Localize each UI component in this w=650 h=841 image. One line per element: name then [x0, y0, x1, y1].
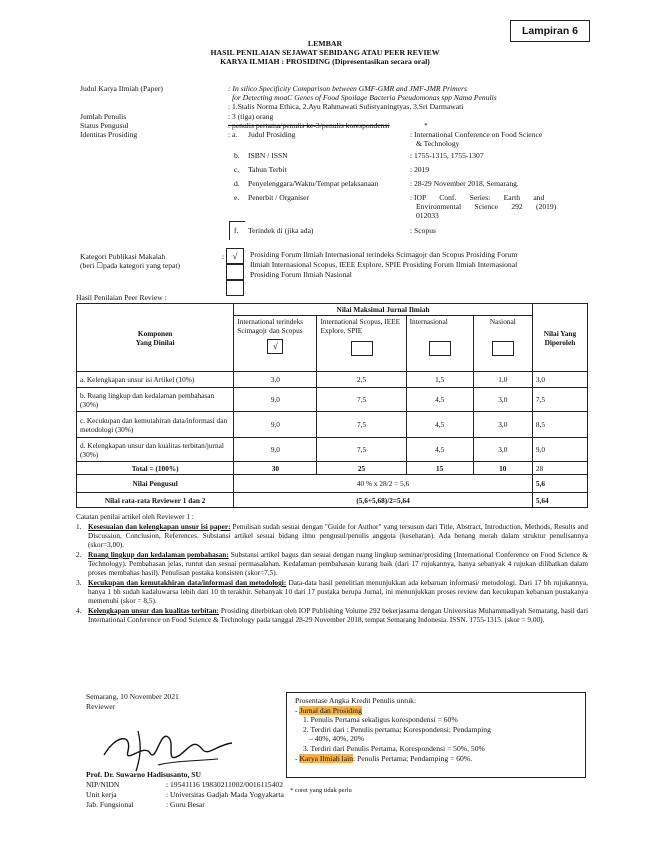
item-e-letter: e.	[234, 193, 240, 202]
kredit-line-6: - Karya Ilmiah lain: Penulis Pertama; Pendamping = 60%.	[295, 753, 473, 763]
rata-value: (5,6+5,68)/2=5,64	[234, 493, 533, 508]
hasil-label: Hasil Penilaian Peer Review :	[76, 293, 167, 302]
cell: 9,0	[234, 412, 317, 438]
reviewer-name: Prof. Dr. Suwarno Hadisusanto, SU	[86, 770, 201, 779]
item-e-value-2: Environmental Science 292 (2019)	[416, 202, 557, 211]
kategori-opt1-line1: Prosiding Forum Ilmiah Internasional terindeks Scimagojr dan Scopus Prosiding Forum	[250, 250, 518, 259]
item-d-value: : 28-29 November 2018, Semarang.	[410, 179, 519, 188]
pengusul-row	[77, 475, 588, 493]
rata-score: 5,64	[532, 493, 587, 508]
score-cell: 28	[532, 462, 587, 475]
jumlah-label: Jumlah Penulis	[80, 112, 127, 121]
header-title: LEMBAR	[307, 39, 343, 48]
item-f-label: Terindek di (jika ada)	[248, 226, 314, 235]
cell: 3,0	[234, 372, 317, 388]
table-row	[77, 372, 588, 388]
item-f-value: : Scopus	[410, 226, 436, 235]
cell: 4,5	[406, 388, 473, 412]
item-d-letter: d.	[234, 179, 240, 188]
judul-value-2: for Detecting moaC Genes of Food Spoilage Bacteria Pseudomonas spp Nama Penulis	[232, 93, 497, 102]
col-scopus-header: International Scopus, IEEE Explore, SPIE	[317, 316, 406, 372]
col-scimagojr-header: International terindeks Scimagojr dan Scopus √	[234, 316, 317, 372]
table-row	[77, 412, 588, 438]
item-b-label: ISBN / ISSN	[248, 151, 288, 160]
score-cell: 8,5	[532, 412, 587, 438]
reviewer-notes	[76, 512, 588, 625]
kredit-line-1: - Jurnal dan Prosiding	[295, 705, 362, 715]
cell: 30	[234, 462, 317, 475]
nilai-maks-header: Nilai Maksimal Jurnal Ilmiah	[234, 304, 533, 316]
item-a-label: Judul Prosiding	[248, 130, 296, 139]
cell: 3,0	[473, 388, 532, 412]
reviewer-role: Reviewer	[86, 702, 116, 711]
status-star: *	[424, 121, 428, 130]
cell: 9,0	[234, 438, 317, 462]
item-b-value: : 1755-1315, 1755-1307	[410, 151, 484, 160]
item-a-letter: : a.	[228, 130, 238, 139]
pengusul-label: Nilai Pengusul	[77, 475, 234, 493]
col1-checkbox[interactable]: √	[267, 339, 283, 354]
item-a-value: : International Conference on Food Science	[410, 130, 543, 139]
score-cell: 9,0	[532, 438, 587, 462]
judul-label: Judul Karya Ilmiah (Paper)	[80, 84, 163, 93]
kategori-opt3: Prosiding Forum Ilmiah Nasional	[250, 270, 352, 279]
row-label: d. Kelengkapan unsur dan kualitas terbitan/jurnal (30%)	[77, 438, 234, 462]
kategori-checkbox-3[interactable]	[226, 280, 244, 296]
review-table	[76, 303, 588, 508]
lampiran-label: Lampiran 6	[510, 20, 590, 42]
row-label: a. Kelengkapan unsur isi Artikel (10%)	[77, 372, 234, 388]
nip-value: : 19541116 19830211002/0016115402	[166, 780, 283, 789]
cell: 2,5	[317, 372, 406, 388]
cell: 7,5	[317, 412, 406, 438]
rata-row	[77, 493, 588, 508]
col4-checkbox[interactable]	[492, 341, 514, 356]
kredit-line-4: – 40%, 40%, 20%	[309, 734, 365, 744]
note-item: 2. Ruang lingkup dan kedalaman pembahasan: Substansi artikel bagus dan sesuai dengan ruang lingkup seminar/prosiding (International Conference on Food Science & Technology). Pembahasan jelas, runtut dan sesuai permasalahan. Kedalaman pembahasan kurang baik (dari 17 rujukannya, hanya sebanyak 4 rujukan dilibatkan dalam proses membahas hasil). Penulisan pustaka konsisten (skor=7,5).	[76, 550, 588, 577]
item-e-label: Penerbit / Organiser	[248, 193, 310, 202]
cell: 3,0	[473, 412, 532, 438]
nip-label: NIP/NIDN	[86, 780, 120, 789]
cell: 4,5	[406, 438, 473, 462]
item-f-bracket	[229, 221, 245, 240]
row-label: b. Ruang lingkup dan kedalaman pembahasan (30%)	[77, 388, 234, 412]
jab-label: Jab. Fungsional	[86, 800, 134, 809]
signature-image	[98, 725, 238, 775]
item-e-value-3: 012033	[416, 211, 439, 220]
jumlah-value: : 3 (tiga) orang	[228, 112, 274, 121]
kredit-title: Prosentase Angka Kredit Penulis untuk:	[295, 696, 417, 705]
table-row	[77, 388, 588, 412]
item-b-letter: b.	[234, 151, 240, 160]
score-cell: 7,5	[532, 388, 587, 412]
jab-value: : Guru Besar	[166, 800, 205, 809]
item-c-label: Tahun Terbit	[248, 165, 287, 174]
pengusul-score: 5,6	[532, 475, 587, 493]
note-item: 1. Kesesuaian dan kelengkapan unsur isi paper: Penulisan sudah sesuai dengan "Guide for Author" yang tersusun dari Title, Abstract, Introduction, Methods, Results and Discussion, Conclusion, References. Substansi artikel sesuai bidang ilmu pengusul/penulis anggota (kesehatan). Ada benang merah dalam struktur penulisannya (skor=3,00).	[76, 522, 588, 549]
item-c-letter: c.	[234, 165, 240, 174]
kategori-checkbox-2[interactable]	[226, 264, 244, 280]
footnote: * coret yang tidak perlu	[290, 787, 352, 794]
penulis-value: : 1.Stalis Norma Ethica, 2.Ayu Rahmawati Sulistyaningtyas, 3.Sri Darmawati	[228, 102, 464, 111]
status-label: Status Pengusul	[80, 121, 129, 130]
kredit-line-3: 2. Terdiri dari : Penulis pertama; Korespondensi; Pendamping	[303, 724, 491, 734]
notes-title: Catatan penilai artikel oleh Reviewer 1 :	[76, 512, 194, 521]
cell: 25	[317, 462, 406, 475]
kredit-line-5: 3. Terdiri dari Penulis Pertama, Korespondensi = 50%, 50%	[303, 743, 485, 753]
table-row	[77, 438, 588, 462]
note-item: 3. Kecukupan dan kemutakhiran data/informasi dan metodologi: Data-data hasil penelitian menunjukkan ada kebaruan informasi/ metodologi. Dari 17 bh rujukannya, hanya 1 bh sudah kadaluwarsa lebih dari 10 th terakhir. Sebanyak 10 dari 17 pustaka berupa Jurnal, ini menunjukkan proses review dan kecukupan kebaruan pustakanya memenuhi (skor = 8,5).	[76, 578, 588, 605]
kategori-opt1-line2: Ilmiah Internasional Scopus, IEEE Explore, SPIE Prosiding Forum Ilmiah Internasional	[250, 260, 518, 269]
kategori-label: Kategori Publikasi Makalah	[80, 252, 166, 261]
kredit-box	[286, 692, 586, 778]
item-f-letter: f.	[234, 226, 239, 235]
kategori-checkbox-1[interactable]: √	[226, 248, 244, 264]
place-date: Semarang, 10 November 2021	[86, 692, 179, 701]
cell: 9,0	[234, 388, 317, 412]
komponen-header: Komponen Yang Dinilai	[77, 304, 234, 372]
cell: 7,5	[317, 438, 406, 462]
cell: 1,5	[406, 372, 473, 388]
item-c-value: : 2019	[410, 165, 430, 174]
rata-label: Nilai rata-rata Reviewer 1 dan 2	[77, 493, 234, 508]
item-d-label: Penyelenggara/Waktu/Tempat pelaksanaan	[248, 179, 379, 188]
unit-label: Unit kerja	[86, 790, 117, 799]
cell: 3,0	[473, 438, 532, 462]
status-value: : penulis pertama/penulis ke-3/penulis korespondensi	[228, 121, 390, 130]
kategori-hint: (beri ☐pada kategori yang tepat)	[80, 261, 180, 270]
col2-checkbox[interactable]	[351, 341, 373, 356]
col-nasional-header: Nasional	[473, 316, 532, 372]
note-item: 4. Kelengkapan unsur dan kualitas terbitan: Prosiding diterbitkan oleh IOP Publishing Volume 292 bekerjasama dengan Universitas Muhammadiyah Semarang, hasil dari International Conference on Food Science & Technology pada tanggal 28-29 November 2018, tempat Semarang Indonesia. ISSN. 1755-1315. (skor = 9,00).	[76, 606, 588, 624]
kredit-line-2: 1. Penulis Pertama sekaligus korespondensi = 60%	[303, 715, 458, 725]
judul-value-1: : In silico Specificity Comparison between GMF-GMR and JMF-JMR Primers	[228, 84, 467, 93]
header-subtitle-2: KARYA ILMIAH : PROSIDING (Dipresentasikan secara oral)	[220, 57, 430, 66]
cell: 10	[473, 462, 532, 475]
cell: 15	[406, 462, 473, 475]
header-subtitle: HASIL PENILAIAN SEJAWAT SEBIDANG ATAU PEER REVIEW	[210, 48, 440, 57]
identitas-label: Identitas Prosiding	[80, 130, 138, 139]
kategori-colon: :	[222, 252, 225, 261]
row-label: c. Kecukupan dan kemutahiran data/informasi dan metodologi (30%)	[77, 412, 234, 438]
total-row	[77, 462, 588, 475]
total-label: Total = (100%)	[77, 462, 234, 475]
cell: 7,5	[317, 388, 406, 412]
item-e-value: : IOP Conf. Series: Earth and	[410, 193, 545, 202]
item-a-value-2: & Technology	[416, 139, 460, 148]
col3-checkbox[interactable]	[429, 341, 451, 356]
nilai-yang-header: Nilai Yang Diperoleh	[532, 304, 587, 372]
cell: 1,0	[473, 372, 532, 388]
cell: 4,5	[406, 412, 473, 438]
unit-value: : Universitas Gadjah Mada Yogyakarta	[166, 790, 284, 799]
pengusul-value: 40 % x 28/2 = 5,6	[234, 475, 533, 493]
score-cell: 3,0	[532, 372, 587, 388]
col-internasional-header: Internasional	[406, 316, 473, 372]
